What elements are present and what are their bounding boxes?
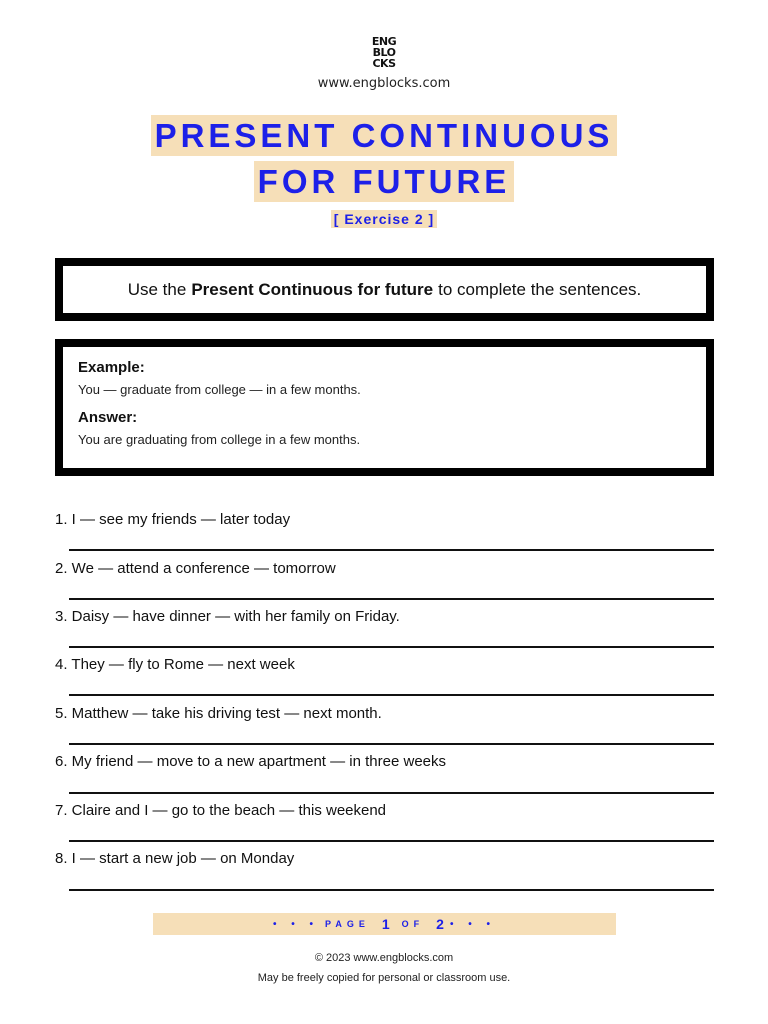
answer-line-5[interactable] — [69, 743, 714, 745]
answer-line-4[interactable] — [69, 694, 714, 696]
page-of-word: OF — [401, 919, 425, 929]
instruction-box — [55, 258, 714, 321]
answer-line-3[interactable] — [69, 646, 714, 648]
question-4: 4. They — fly to Rome — next week — [55, 656, 295, 673]
answer-line-1[interactable] — [69, 549, 714, 551]
exercise-label: [ Exercise 2 ] — [331, 210, 437, 228]
question-1: 1. I — see my friends — later today — [55, 511, 291, 528]
logo-line-1: ENG — [371, 34, 397, 48]
title-line-1-container — [0, 117, 768, 155]
page-indicator — [153, 913, 616, 935]
instruction-bold: Present Continuous for future — [191, 279, 434, 299]
example-box — [55, 339, 714, 476]
logo-line-3: CKS — [372, 56, 396, 70]
example-text: You — graduate from college — in a few months. — [78, 382, 361, 397]
question-5: 5. Matthew — take his driving test — next month. — [55, 705, 382, 722]
question-2: 2. We — attend a conference — tomorrow — [55, 560, 336, 577]
example-heading: Example: — [78, 359, 145, 376]
answer-line-6[interactable] — [69, 792, 714, 794]
page-total: 2 — [436, 916, 444, 932]
footer-copyright: © 2023 www.engblocks.com — [314, 952, 454, 964]
page-dots-right: • • • — [449, 918, 497, 930]
question-3: 3. Daisy — have dinner — with her family on Friday. — [55, 608, 400, 625]
title-line-2: FOR FUTURE — [254, 161, 515, 202]
instruction-after: to complete the sentences. — [438, 279, 642, 299]
site-url: www.engblocks.com — [317, 76, 451, 91]
footer-license: May be freely copied for personal or classroom use. — [257, 972, 511, 984]
engblocks-logo — [366, 34, 402, 70]
title-line-2-container — [0, 163, 768, 201]
answer-heading: Answer: — [78, 409, 138, 426]
answer-line-8[interactable] — [69, 889, 714, 891]
title-line-1: PRESENT CONTINUOUS — [151, 115, 618, 156]
question-7: 7. Claire and I — go to the beach — this weekend — [55, 802, 387, 819]
answer-line-2[interactable] — [69, 598, 714, 600]
answer-line-7[interactable] — [69, 840, 714, 842]
question-6: 6. My friend — move to a new apartment — in three weeks — [55, 753, 447, 770]
exercise-label-container — [0, 209, 768, 228]
page-word: PAGE — [325, 919, 370, 929]
page-dots-left: • • • — [272, 918, 320, 930]
page-current: 1 — [381, 916, 390, 932]
logo-line-2: BLO — [372, 45, 396, 59]
question-8: 8. I — start a new job — on Monday — [55, 850, 295, 867]
instruction-before: Use the — [127, 279, 187, 299]
answer-text: You are graduating from college in a few months. — [78, 432, 361, 447]
